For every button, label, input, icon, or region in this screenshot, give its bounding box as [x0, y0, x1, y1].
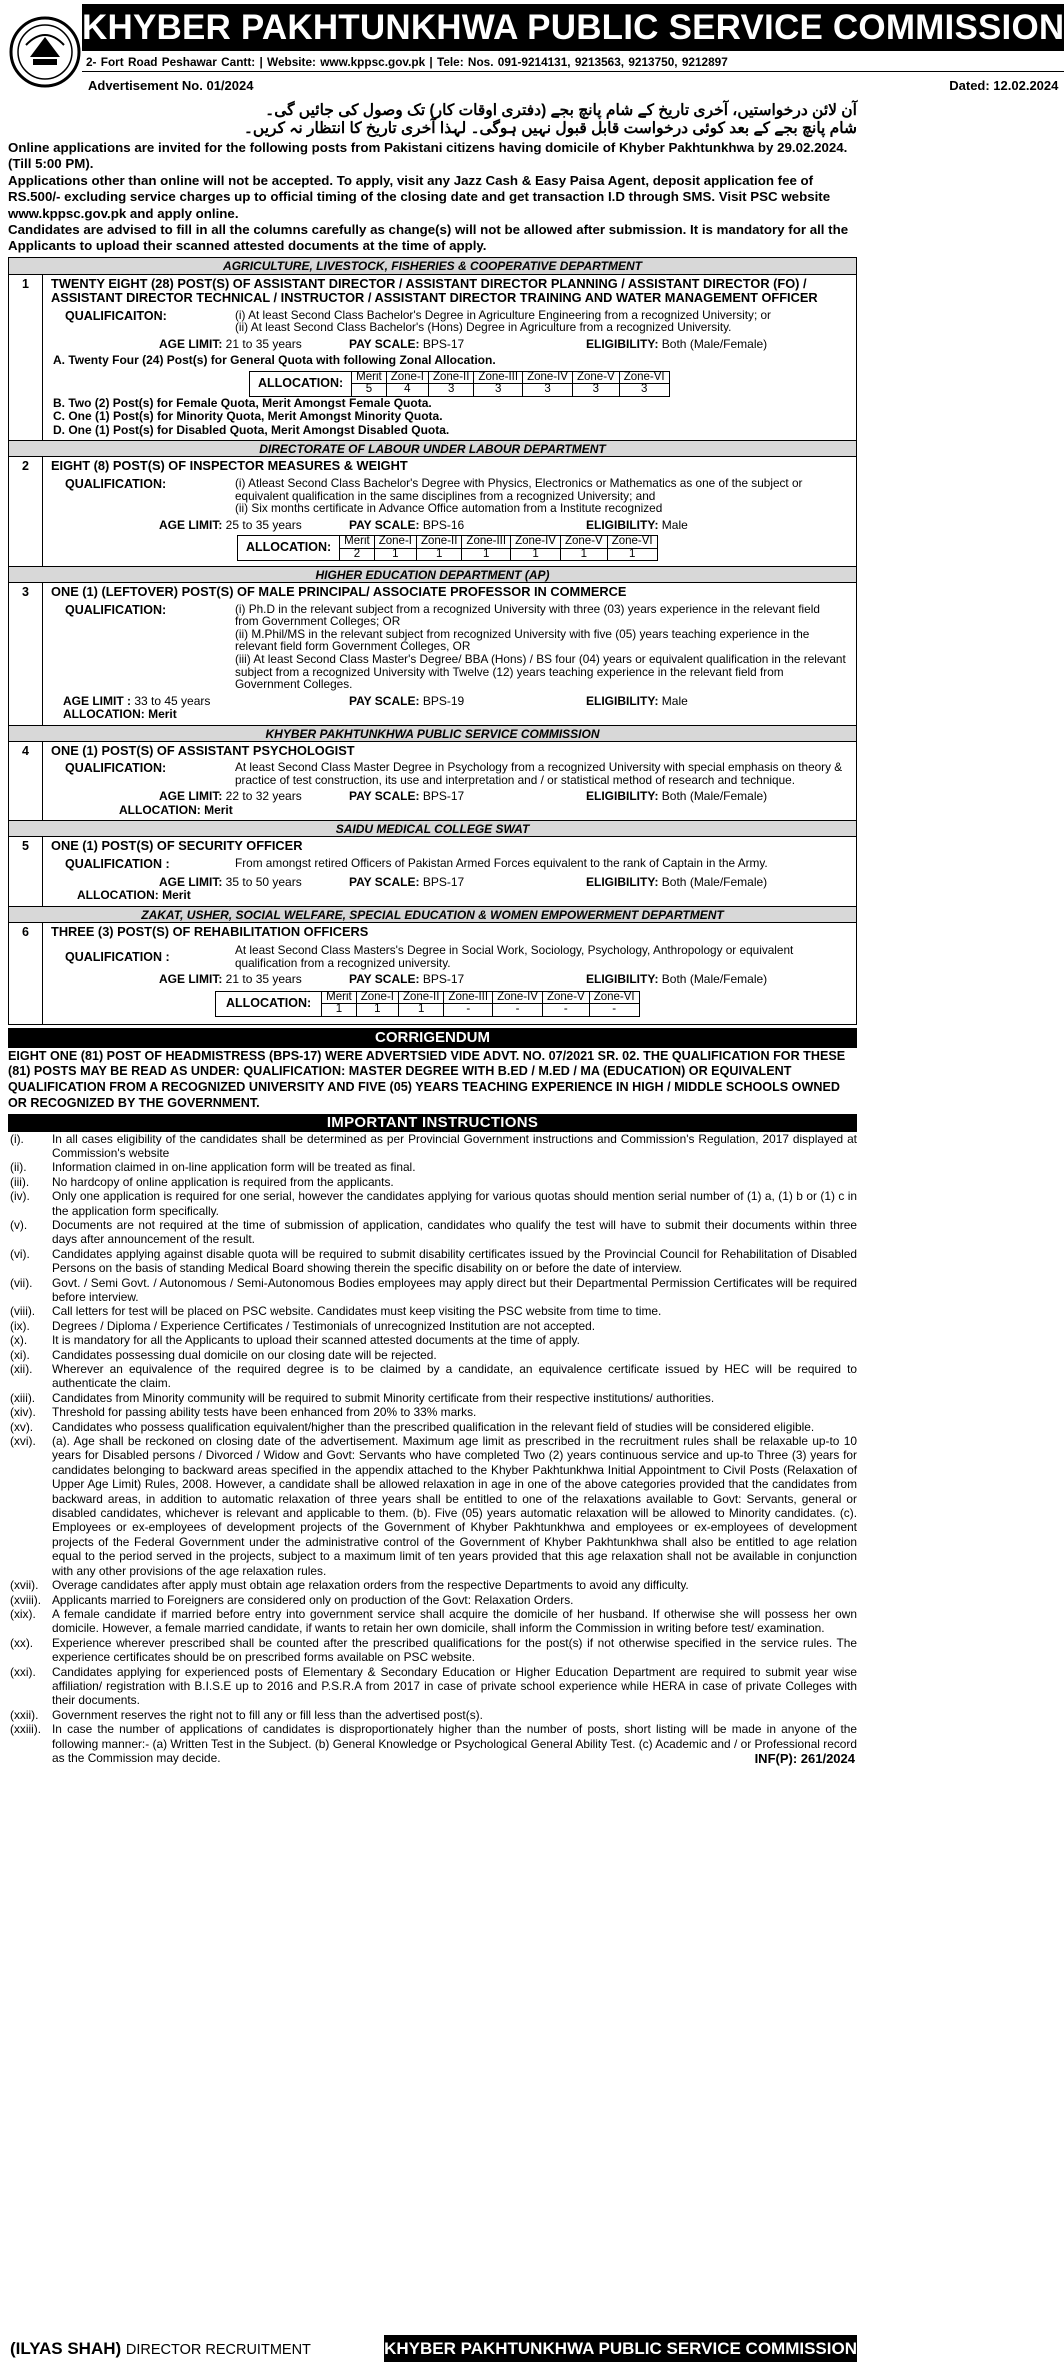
zone-count: -	[589, 1004, 639, 1017]
instruction-number: (xxiii).	[10, 1722, 42, 1737]
zone-header: Zone-II	[428, 371, 473, 384]
instructions-list	[8, 1132, 857, 1766]
eligibility-label: ELIGIBILITY:	[586, 517, 659, 532]
qualification-text: (i) Atleast Second Class Bachelor's Degree with Physics, Electronics or Mathematics as one of the subject or equivalent qualification in the same disciplines from a recognized University; and	[235, 475, 803, 503]
post-title: ONE (1) (LEFTOVER) POST(S) OF MALE PRINCIPAL/ ASSOCIATE PROFESSOR IN COMMERCE	[51, 584, 627, 600]
intro-text	[8, 138, 857, 255]
zone-header: Zone-II	[416, 536, 461, 549]
age-limit: 21 to 35 years	[225, 337, 302, 352]
emblem-icon	[8, 15, 82, 89]
allocation-table	[249, 371, 670, 397]
instruction-item	[8, 1304, 857, 1318]
post-entry	[9, 583, 856, 725]
zone-header: Zone-I	[386, 371, 428, 384]
instruction-text: Applicants married to Foreigners are considered only on production of the Govt: Relaxation Orders.	[52, 1592, 574, 1607]
pay-label: PAY SCALE:	[349, 789, 420, 804]
zone-count: 1	[322, 1004, 357, 1017]
allocation-label: ALLOCATION:	[238, 536, 340, 561]
post-entry	[9, 457, 856, 566]
instruction-number: (viii).	[10, 1304, 36, 1319]
zone-count: 1	[398, 1004, 443, 1017]
qualification-text: (i) Ph.D in the relevant subject from a recognized University with three (03) years experience in the relevant field from Government Colleges; OR	[235, 601, 820, 629]
instruction-item	[8, 1160, 857, 1174]
post-number: 2	[9, 457, 43, 566]
age-limit: 21 to 35 years	[225, 972, 302, 987]
eligibility: Male	[661, 517, 688, 532]
qualification-text: (i) At least Second Class Bachelor's Degree in Agriculture Engineering from a recognized University; or	[235, 307, 771, 322]
quota-note: B. Two (2) Post(s) for Female Quota, Merit Amongst Female Quota.	[53, 395, 432, 410]
instruction-item	[8, 1665, 857, 1708]
instruction-item	[8, 1593, 857, 1607]
qualification-label: QUALIFICAITON:	[65, 308, 167, 323]
post-title: ONE (1) POST(S) OF ASSISTANT PSYCHOLOGIST	[51, 742, 355, 758]
inf-number: INF(P): 261/2024	[754, 1751, 855, 1767]
instruction-text: Overage candidates after apply must obtain age relaxation orders from the respective Departments to avoid any difficulty.	[52, 1578, 689, 1593]
allocation-label: ALLOCATION:	[250, 371, 352, 396]
intro-paragraph: Online applications are invited for the following posts from Pakistani citizens having domicile of Khyber Pakhtunkhwa by 29.02.2024. (Till 5:00 PM).	[8, 140, 848, 172]
instruction-item	[8, 1362, 857, 1391]
instruction-number: (xx).	[10, 1635, 34, 1650]
zone-header: Zone-IV	[523, 371, 573, 384]
quota-note: A. Twenty Four (24) Post(s) for General Quota with following Zonal Allocation.	[53, 353, 496, 368]
instruction-text: Degrees / Diploma / Experience Certificates / Testimonials of unrecognized Institution are not accepted.	[52, 1318, 596, 1333]
instruction-item	[8, 1607, 857, 1636]
instruction-number: (xxii).	[10, 1707, 39, 1722]
zone-count: 2	[340, 548, 375, 561]
age-label: AGE LIMIT:	[159, 789, 223, 804]
instruction-item	[8, 1319, 857, 1333]
eligibility-label: ELIGIBILITY:	[586, 874, 659, 889]
zone-count: 3	[523, 384, 573, 397]
post-number: 4	[9, 742, 43, 821]
instruction-item	[8, 1333, 857, 1347]
instruction-number: (xii).	[10, 1362, 33, 1376]
zone-header: Zone-IV	[511, 536, 561, 549]
instruction-text: Candidates from Minority community will be required to submit Minority certificate from their respective institutions/ authorities.	[52, 1390, 715, 1405]
pay-scale: BPS-17	[422, 874, 465, 889]
post-entry	[9, 275, 856, 441]
instruction-text: A female candidate if married before entry into government service shall acquire the domicile of her husband. If otherwise she will possess her own domicile. However, a female married candidate, if wants to retain her own domicile, shall inform the Commission in writing before test/ examination.	[52, 1606, 857, 1636]
age-label: AGE LIMIT:	[159, 517, 223, 532]
qualification-text: (ii) Six months certificate in Advance Office automation from a Institute recognized	[235, 501, 663, 516]
post-title: THREE (3) POST(S) OF REHABILITATION OFFICERS	[51, 923, 369, 939]
intro-paragraph: Candidates are advised to fill in all the columns carefully as change(s) will not be allowed after submission. It is mandatory for all the Applicants to upload their scanned attested documents at the time of apply.	[8, 222, 849, 254]
age-label: AGE LIMIT:	[159, 972, 223, 987]
zone-header: Zone-I	[356, 991, 398, 1004]
signatory	[8, 2335, 384, 2362]
zone-count: 3	[428, 384, 473, 397]
instruction-text: Documents are not required at the time of submission of application, candidates who qualify the test will have to submit their documents within three days after announcement of the result.	[52, 1217, 857, 1247]
post-number: 3	[9, 583, 43, 725]
instruction-text: Government reserves the right not to fill any or fill less than the advertised post(s).	[52, 1707, 483, 1722]
pay-label: PAY SCALE:	[349, 693, 420, 708]
instruction-text: Information claimed in on-line application form will be treated as final.	[52, 1160, 416, 1175]
urdu-notice	[8, 100, 857, 138]
instruction-item	[8, 1218, 857, 1247]
urdu-line: شام پانچ بجے کے بعد کوئی درخواست قابل قبول نہیں ہوگی۔ لہذا آخری تاریخ کا انتظار نہ کریں۔	[243, 120, 857, 137]
instruction-text: It is mandatory for all the Applicants to upload their scanned attested documents at the time of apply.	[52, 1333, 580, 1348]
instruction-number: (xxi).	[10, 1664, 36, 1679]
contact-line: 2- Fort Road Peshawar Cantt: | Website: www.kppsc.gov.pk | Tele: Nos. 091-9214131, 9213563, 9213750, 9212897	[82, 51, 1064, 72]
zone-count: 3	[474, 384, 523, 397]
qualification-label: QUALIFICATION:	[65, 476, 167, 491]
zone-count: 5	[352, 384, 387, 397]
corrigendum-text: EIGHT ONE (81) POST OF HEADMISTRESS (BPS-17) WERE ADVERTSIED VIDE ADVT. NO. 07/2021 SR. 02. THE QUALIFICATION FOR THESE (81) POSTS MAY BE READ AS UNDER: QUALIFICATION: MASTER DEGREE WITH B.ED / M.ED / MA (EDUCATION) OR EQUIVALENT QUALIFICATION FROM A RECOGNIZED UNIVERSITY AND FIVE (05) YEARS TEACHING EXPERIENCE IN HIGH / MIDDLE SCHOOLS OWNED OR RECOGNIZED BY THE GOVERNMENT.	[8, 1048, 846, 1110]
zone-header: Zone-VI	[589, 991, 639, 1004]
qualification-text: At least Second Class Master Degree in Psychology from a recognized University with special emphasis on theory & practice of test construction, its use and interpretation and / or statistical method of research and technique.	[235, 760, 843, 787]
instruction-number: (xiv).	[10, 1405, 36, 1420]
instruction-item	[8, 1434, 857, 1578]
age-limit: 35 to 50 years	[225, 874, 302, 889]
signatory-designation: DIRECTOR RECRUITMENT	[125, 2342, 311, 2358]
instruction-text: Candidates possessing dual domicile on our closing date will be rejected.	[52, 1347, 437, 1362]
zone-header: Zone-III	[462, 536, 511, 549]
instruction-item	[8, 1420, 857, 1434]
eligibility-label: ELIGIBILITY:	[586, 693, 659, 708]
zone-count: 4	[386, 384, 428, 397]
zone-count: 3	[619, 384, 669, 397]
zone-header: Zone-I	[374, 536, 416, 549]
post-title: TWENTY EIGHT (28) POST(S) OF ASSISTANT DIRECTOR / ASSISTANT DIRECTOR PLANNING / ASSISTANT DIRECTOR (FO) / ASSISTANT DIRECTOR TECHNICAL / INSTRUCTOR / ASSISTANT DIRECTOR TRAINING AND WATER MANAGEMENT OFFICER	[51, 275, 818, 306]
instructions-heading: IMPORTANT INSTRUCTIONS	[8, 1114, 857, 1132]
instruction-text: Govt. / Semi Govt. / Autonomous / Semi-Autonomous Bodies employees may apply direct but their Departmental Permission Certificates will be required before interview.	[52, 1275, 857, 1304]
instruction-item	[8, 1189, 857, 1218]
instruction-number: (iii).	[10, 1174, 30, 1189]
eligibility: Both (Male/Female)	[661, 972, 768, 987]
qualification-text: At least Second Class Masters's Degree in Social Work, Sociology, Psychology, Anthropology or equivalent qualification from a recognized university.	[235, 943, 794, 970]
qualification-label: QUALIFICATION :	[65, 950, 170, 965]
instruction-item	[8, 1348, 857, 1362]
zone-count: -	[493, 1004, 543, 1017]
instruction-text: In case the number of applications of candidates is disproportionately higher than the number of posts, short listing will be made in anyone of the following manner:- (a) Written Test in the Subject. (b) General Knowledge or Psychological General Ability Test. (c) Academic and / or Professional record as the Commission may decide.	[52, 1722, 857, 1765]
signatory-name: (ILYAS SHAH)	[10, 2339, 122, 2358]
eligibility: Both (Male/Female)	[661, 337, 768, 352]
post-number: 1	[9, 275, 43, 441]
department-heading: SAIDU MEDICAL COLLEGE SWAT	[9, 820, 856, 837]
zone-count: 3	[572, 384, 619, 397]
zone-header: Zone-V	[572, 371, 619, 384]
eligibility-label: ELIGIBILITY:	[586, 337, 659, 352]
instruction-item	[8, 1132, 857, 1161]
post-number: 5	[9, 837, 43, 905]
pay-scale: BPS-17	[422, 789, 465, 804]
allocation-table	[237, 535, 658, 561]
zone-header: Zone-VI	[607, 536, 657, 549]
zone-header: Merit	[322, 991, 357, 1004]
instruction-number: (xix).	[10, 1606, 36, 1621]
instruction-number: (xvii).	[10, 1578, 39, 1593]
zone-header: Zone-V	[542, 991, 589, 1004]
eligibility-label: ELIGIBILITY:	[586, 789, 659, 804]
allocation-merit: ALLOCATION: Merit	[77, 888, 191, 903]
allocation-label: ALLOCATION:	[216, 991, 322, 1016]
eligibility: Male	[661, 693, 688, 708]
instruction-item	[8, 1391, 857, 1405]
instruction-item	[8, 1276, 857, 1305]
instruction-text: Threshold for passing ability tests have been enhanced from 20% to 33% marks.	[52, 1405, 477, 1420]
instruction-text: Only one application is required for one serial, however the candidates applying for various quotas should mention serial number of (1) a, (1) b or (1) c in the application form specifically.	[52, 1189, 857, 1218]
instruction-item	[8, 1405, 857, 1419]
department-heading: ZAKAT, USHER, SOCIAL WELFARE, SPECIAL EDUCATION & WOMEN EMPOWERMENT DEPARTMENT	[9, 906, 856, 923]
instruction-item	[8, 1578, 857, 1592]
instruction-text: Candidates applying against disable quota will be required to submit disability certificates issued by the Provincial Council for Rehabilitation of Disabled Persons on the basis of standing Medical Board showing therein the specific disability on or before the date of interview.	[52, 1246, 857, 1276]
age-label: AGE LIMIT:	[159, 337, 223, 352]
zone-count: 1	[416, 548, 461, 561]
eligibility-label: ELIGIBILITY:	[586, 972, 659, 987]
zone-header: Merit	[352, 371, 387, 384]
instruction-number: (ii).	[10, 1160, 27, 1175]
zone-count: 1	[374, 548, 416, 561]
instruction-item	[8, 1708, 857, 1722]
zone-header: Zone-III	[444, 991, 493, 1004]
zone-header: Zone-II	[398, 991, 443, 1004]
zone-count: 1	[607, 548, 657, 561]
instruction-number: (ix).	[10, 1318, 30, 1333]
qualification-text: (ii) At least Second Class Bachelor's (Hons) Degree in Agriculture from a recognized University.	[235, 320, 732, 335]
pay-scale: BPS-16	[422, 517, 465, 532]
zone-header: Zone-V	[560, 536, 607, 549]
footer-organisation: KHYBER PAKHTUNKHWA PUBLIC SERVICE COMMISSION	[384, 2335, 857, 2362]
kppsc-logo	[8, 4, 82, 100]
quota-note: D. One (1) Post(s) for Disabled Quota, Merit Amongst Disabled Quota.	[53, 422, 450, 437]
quota-note: C. One (1) Post(s) for Minority Quota, Merit Amongst Minority Quota.	[53, 409, 443, 424]
instruction-text: In all cases eligibility of the candidates shall be determined as per Provincial Government instructions and Commission's Regulation, 2017 displayed at Commission's website	[52, 1131, 857, 1160]
zone-header: Zone-IV	[493, 991, 543, 1004]
eligibility: Both (Male/Female)	[661, 789, 768, 804]
instruction-number: (xiii).	[10, 1390, 36, 1405]
age-limit: 25 to 35 years	[225, 517, 302, 532]
allocation-table	[215, 991, 640, 1017]
instruction-number: (vi).	[10, 1246, 30, 1261]
pay-label: PAY SCALE:	[349, 874, 420, 889]
instruction-item	[8, 1175, 857, 1189]
eligibility: Both (Male/Female)	[661, 874, 768, 889]
corrigendum-heading: CORRIGENDUM	[8, 1028, 857, 1048]
instruction-number: (xi).	[10, 1347, 30, 1362]
zone-count: 1	[511, 548, 561, 561]
post-title: ONE (1) POST(S) OF SECURITY OFFICER	[51, 838, 303, 854]
post-number: 6	[9, 923, 43, 1024]
instruction-item	[8, 1247, 857, 1276]
pay-scale: BPS-17	[422, 972, 465, 987]
zone-count: 1	[462, 548, 511, 561]
department-heading: HIGHER EDUCATION DEPARTMENT (AP)	[9, 566, 856, 583]
advertisement-number: Advertisement No. 01/2024	[88, 78, 254, 93]
qualification-text: (ii) M.Phil/MS in the relevant subject from recognized University with five (05) years teaching experience in the relevant field form Government Colleges, OR	[235, 626, 810, 654]
pay-label: PAY SCALE:	[349, 972, 420, 987]
zone-count: 1	[356, 1004, 398, 1017]
instruction-number: (iv).	[10, 1189, 30, 1204]
department-heading: DIRECTORATE OF LABOUR UNDER LABOUR DEPARTMENT	[9, 440, 856, 457]
advertisement-date: Dated: 12.02.2024	[949, 78, 1059, 93]
age-label: AGE LIMIT :	[63, 693, 131, 708]
post-entry	[9, 742, 856, 821]
age-label: AGE LIMIT:	[159, 874, 223, 889]
post-title: EIGHT (8) POST(S) OF INSPECTOR MEASURES & WEIGHT	[51, 458, 408, 474]
qualification-text: (iii) At least Second Class Master's Degree/ BBA (Hons) / BS four (04) years or equivalent qualification in the relevant subject from a recognized University with Twelve (12) years teaching experience in the relevant field from Government Colleges.	[235, 651, 846, 692]
instruction-item	[8, 1722, 857, 1765]
instruction-number: (x).	[10, 1333, 28, 1348]
pay-scale: BPS-17	[422, 337, 465, 352]
commission-title: KHYBER PAKHTUNKHWA PUBLIC SERVICE COMMISSION	[82, 4, 1064, 51]
zone-header: Zone-III	[474, 371, 523, 384]
footer	[8, 2335, 857, 2362]
instruction-number: (xvi).	[10, 1434, 36, 1449]
instruction-text: Candidates who possess qualification equivalent/higher than the prescribed qualification in the relevant field of studies will be considered eligible.	[52, 1419, 815, 1434]
instruction-number: (xviii).	[10, 1592, 42, 1607]
qualification-label: QUALIFICATION:	[65, 602, 167, 617]
header	[8, 4, 1064, 100]
instruction-number: (i).	[10, 1131, 24, 1146]
instruction-text: (a). Age shall be reckoned on closing date of the advertisement. Maximum age limit as prescribed in the recruitment rules shall be relaxable up-to 10 years for Disabled persons / Divorced / Widow and Govt: Servants who have completed Two (2) years continuous service and up-to Three (3) years for candidates belonging to backward areas specified in the appendix attached to the Khyber Pakhtunkhwa Initial Appointment to Civil Posts (Relaxation of Upper Age Limit) Rules, 2008. However, a candidate shall be allowed relaxation in age in one of the above categories provided that the candidates from backward areas, in addition to automatic relaxation of three years shall be entitled to one of the relaxations available to Govt: Servants, general or disabled candidates, whichever is relevant and applicable to them. (b). Five (05) years automatic relaxation will be allowed to Minority candidates. (c). Employees or ex-employees of development projects of the Government of Khyber Pakhtunkhwa and employees or ex-employees of development projects of the Federal Government under the administrative control of the Government of Khyber Pakhtunkhwa shall also be entitled to age relation equal to the period served in the projects, subject to a maximum limit of ten years provided that this age relaxation shall not be available in conjunction with any other provisions of the age relaxation rules.	[52, 1434, 857, 1578]
zone-count: -	[444, 1004, 493, 1017]
instruction-text: Call letters for test will be placed on PSC website. Candidates must keep visiting the PSC website from time to time.	[52, 1304, 662, 1319]
instruction-text: No hardcopy of online application is required from the applicants.	[52, 1174, 394, 1189]
allocation-merit: ALLOCATION: Merit	[63, 707, 177, 722]
pay-scale: BPS-19	[422, 693, 465, 708]
qualification-text: From amongst retired Officers of Pakistan Armed Forces equivalent to the rank of Captain in the Army.	[235, 855, 768, 870]
instruction-text: Candidates applying for experienced posts of Elementary & Secondary Education or Higher Education Department are required to submit year wise affiliation/ registration with B.I.S.E up to 2016 and P.S.R.A from 2017 in case of private school experience while HERA in case of private Colleges with their documents.	[52, 1664, 857, 1708]
department-heading: KHYBER PAKHTUNKHWA PUBLIC SERVICE COMMISSION	[9, 725, 856, 742]
urdu-line: آن لائن درخواستیں، آخری تاریخ کے شام پانچ بجے (دفتری اوقات کار) تک وصول کی جائیں گی۔	[265, 102, 857, 119]
zone-count: 1	[560, 548, 607, 561]
pay-label: PAY SCALE:	[349, 517, 420, 532]
instruction-item	[8, 1636, 857, 1665]
zone-header: Merit	[340, 536, 375, 549]
post-entry	[9, 923, 856, 1024]
instruction-text: Wherever an equivalence of the required degree is to be claimed by a candidate, an equivalence certificate issued by HEC will be required to authenticate the claim.	[52, 1362, 857, 1391]
instruction-text: Experience wherever prescribed shall be counted after the prescribed qualifications for the post(s) if not otherwise specified in the service rules. The experience certificates should be on prescribed forms available on PSC website.	[52, 1635, 857, 1665]
pay-label: PAY SCALE:	[349, 337, 420, 352]
instruction-number: (v).	[10, 1217, 28, 1232]
intro-paragraph: Applications other than online will not be accepted. To apply, visit any Jazz Cash & Easy Paisa Agent, deposit application fee of RS.500/- excluding service charges up to official timing of the closing date and get transaction I.D through SMS. Visit PSC website www.kppsc.gov.pk and apply online.	[8, 172, 831, 221]
post-entry	[9, 837, 856, 905]
age-limit: 22 to 32 years	[225, 789, 302, 804]
qualification-label: QUALIFICATION :	[65, 856, 170, 871]
qualification-label: QUALIFICATION:	[65, 761, 167, 776]
instruction-number: (vii).	[10, 1275, 33, 1290]
zone-header: Zone-VI	[619, 371, 669, 384]
department-heading: AGRICULTURE, LIVESTOCK, FISHERIES & COOPERATIVE DEPARTMENT	[9, 258, 856, 275]
posts-table	[8, 257, 857, 1025]
age-limit: 33 to 45 years	[134, 693, 211, 708]
instruction-number: (xv).	[10, 1419, 34, 1434]
allocation-merit: ALLOCATION: Merit	[119, 802, 233, 817]
zone-count: -	[542, 1004, 589, 1017]
